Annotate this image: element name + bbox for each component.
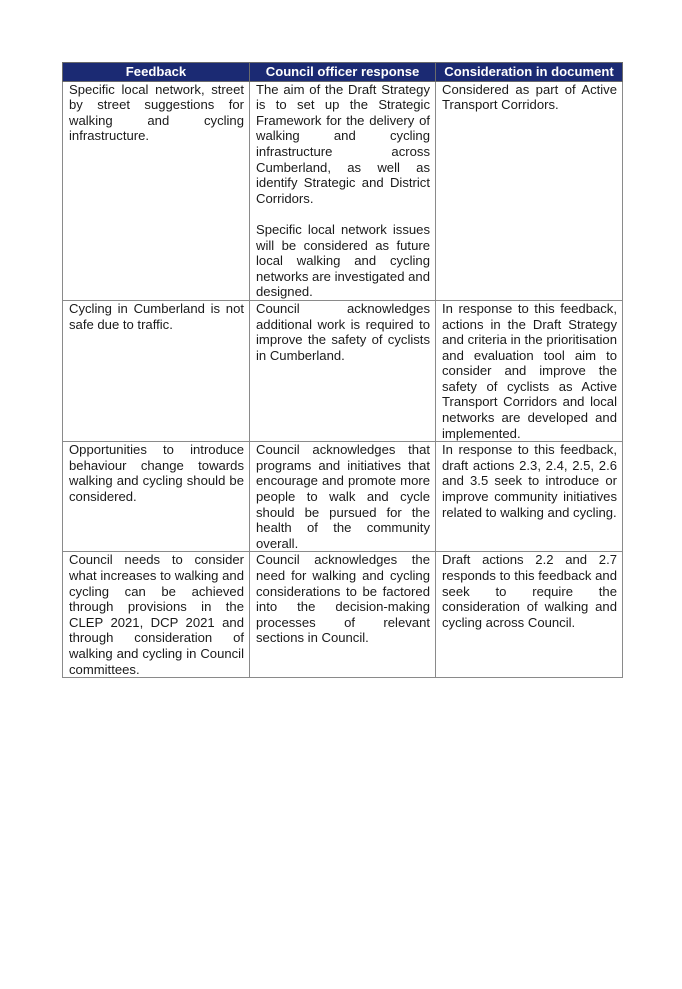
consideration-cell bbox=[436, 300, 623, 441]
response-text: Council acknowledges additional work is required to improve the safety of cyclists in Cumberland. bbox=[256, 300, 430, 363]
header-feedback: Feedback bbox=[63, 63, 250, 82]
response-cell bbox=[250, 442, 436, 552]
feedback-cell bbox=[63, 552, 250, 678]
table-header-row bbox=[63, 63, 623, 82]
consideration-text: In response to this feedback, actions in the Draft Strategy and criteria in the prioritisation and evaluation tool aim to consider and improve the safety of cyclists as Active Transport Corridors and local networks are developed and implemented. bbox=[442, 300, 617, 441]
feedback-text: Opportunities to introduce behaviour change towards walking and cycling should be considered. bbox=[69, 442, 244, 505]
consideration-text: Considered as part of Active Transport Corridors. bbox=[442, 81, 617, 113]
feedback-text: Specific local network, street by street suggestions for walking and cycling infrastructure. bbox=[69, 81, 244, 144]
consideration-cell bbox=[436, 81, 623, 300]
table-row bbox=[63, 552, 623, 678]
consideration-text: In response to this feedback, draft actions 2.3, 2.4, 2.5, 2.6 and 3.5 seek to introduce or improve community initiatives related to walking and cycling. bbox=[442, 442, 617, 520]
table-row bbox=[63, 442, 623, 552]
header-consideration-in-document: Consideration in document bbox=[436, 63, 623, 82]
feedback-cell bbox=[63, 81, 250, 300]
response-cell bbox=[250, 81, 436, 300]
feedback-cell bbox=[63, 300, 250, 441]
consideration-text: Draft actions 2.2 and 2.7 responds to this feedback and seek to require the consideration of walking and cycling across Council. bbox=[442, 552, 617, 630]
response-text: Specific local network issues will be considered as future local walking and cycling networks are investigated and designed. bbox=[256, 221, 430, 300]
response-text: The aim of the Draft Strategy is to set up the Strategic Framework for the delivery of walking and cycling infrastructure across Cumberland, as well as identify Strategic and District Corridors. bbox=[256, 81, 430, 206]
table-row bbox=[63, 81, 623, 300]
feedback-text: Council needs to consider what increases to walking and cycling can be achieved through provisions in the CLEP 2021, DCP 2021 and through consideration of walking and cycling in Council committees. bbox=[69, 552, 244, 677]
feedback-table bbox=[62, 62, 623, 678]
response-cell bbox=[250, 300, 436, 441]
response-text: Council acknowledges the need for walking and cycling considerations to be factored into the decision-making processes of relevant sections in Council. bbox=[256, 552, 430, 646]
feedback-text: Cycling in Cumberland is not safe due to traffic. bbox=[69, 300, 244, 332]
consideration-cell bbox=[436, 552, 623, 678]
header-council-officer-response: Council officer response bbox=[250, 63, 436, 82]
response-text: Council acknowledges that programs and initiatives that encourage and promote more people to walk and cycle should be pursued for the health of the community overall. bbox=[256, 442, 430, 551]
consideration-cell bbox=[436, 442, 623, 552]
response-cell bbox=[250, 552, 436, 678]
table-row bbox=[63, 300, 623, 441]
feedback-cell bbox=[63, 442, 250, 552]
